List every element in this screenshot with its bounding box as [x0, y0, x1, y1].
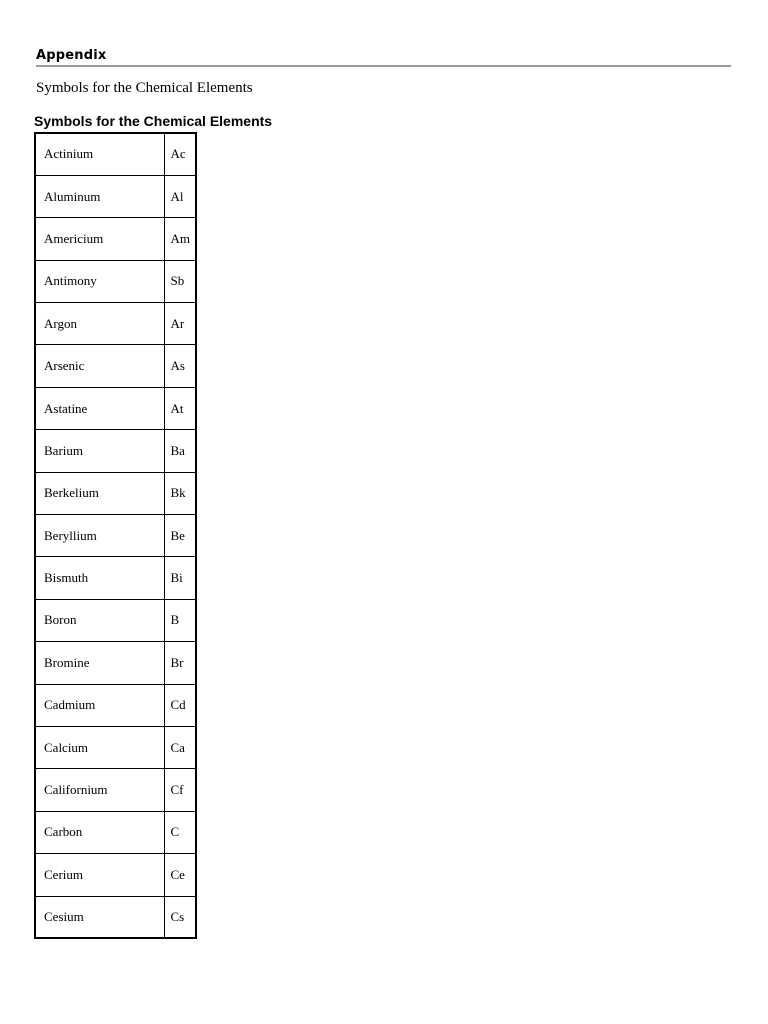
element-symbol: Ce [164, 854, 196, 896]
element-name: Americium [35, 218, 164, 260]
table-row [35, 854, 196, 896]
element-name: Calcium [35, 726, 164, 768]
intro-text: Symbols for the Chemical Elements [36, 80, 253, 96]
element-symbol: Ca [164, 726, 196, 768]
table-row [35, 345, 196, 387]
element-symbol: Ac [164, 133, 196, 175]
element-symbol: Ar [164, 303, 196, 345]
element-symbol: Cd [164, 684, 196, 726]
element-name: Aluminum [35, 175, 164, 217]
table-row [35, 303, 196, 345]
table-row [35, 515, 196, 557]
table-row [35, 599, 196, 641]
appendix-heading: Appendix [36, 48, 107, 63]
element-name: Cadmium [35, 684, 164, 726]
table-row [35, 133, 196, 175]
element-name: Boron [35, 599, 164, 641]
table-row [35, 811, 196, 853]
table-row [35, 218, 196, 260]
element-name: Actinium [35, 133, 164, 175]
table-row [35, 260, 196, 302]
element-symbol: Cf [164, 769, 196, 811]
element-name: Argon [35, 303, 164, 345]
element-name: Astatine [35, 387, 164, 429]
table-row [35, 642, 196, 684]
element-symbol: Be [164, 515, 196, 557]
element-symbol: Am [164, 218, 196, 260]
table-row [35, 175, 196, 217]
table-row [35, 557, 196, 599]
element-symbol: Bk [164, 472, 196, 514]
element-symbol: C [164, 811, 196, 853]
element-symbol: B [164, 599, 196, 641]
element-symbol: Ba [164, 430, 196, 472]
element-name: Barium [35, 430, 164, 472]
element-symbol: Al [164, 175, 196, 217]
table-row [35, 769, 196, 811]
element-name: Bismuth [35, 557, 164, 599]
element-symbol: As [164, 345, 196, 387]
element-name: Arsenic [35, 345, 164, 387]
element-name: Cesium [35, 896, 164, 938]
elements-table [34, 132, 197, 939]
element-symbol: At [164, 387, 196, 429]
element-name: Cerium [35, 854, 164, 896]
element-symbol: Bi [164, 557, 196, 599]
table-row [35, 430, 196, 472]
element-name: Californium [35, 769, 164, 811]
table-row [35, 387, 196, 429]
element-symbol: Br [164, 642, 196, 684]
table-row [35, 726, 196, 768]
element-symbol: Sb [164, 260, 196, 302]
element-name: Antimony [35, 260, 164, 302]
table-row [35, 472, 196, 514]
element-name: Carbon [35, 811, 164, 853]
element-symbol: Cs [164, 896, 196, 938]
table-row [35, 896, 196, 938]
element-name: Berkelium [35, 472, 164, 514]
table-caption: Symbols for the Chemical Elements [34, 113, 273, 129]
table-row [35, 684, 196, 726]
element-name: Bromine [35, 642, 164, 684]
heading-divider [36, 65, 731, 67]
element-name: Beryllium [35, 515, 164, 557]
